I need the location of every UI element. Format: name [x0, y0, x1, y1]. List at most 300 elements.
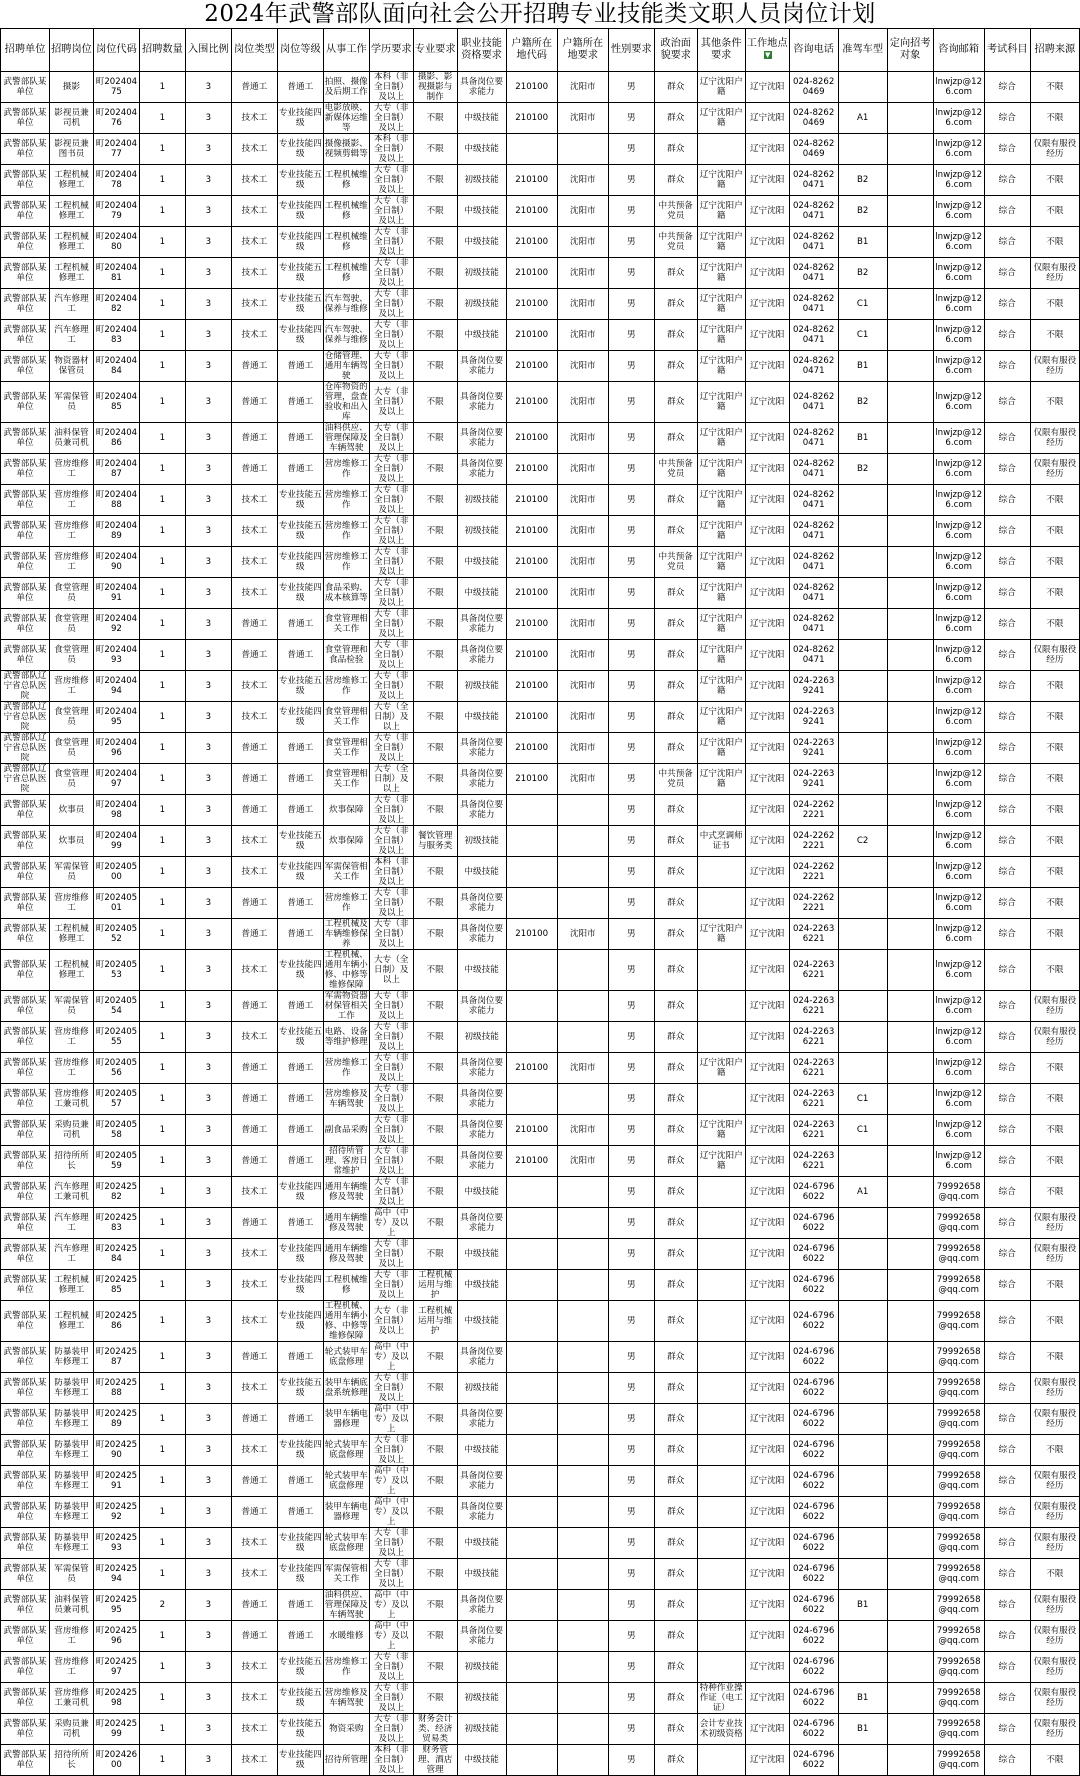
- table-cell[interactable]: 本科（非全日制）及以上: [369, 134, 413, 165]
- table-cell[interactable]: 沈阳市: [557, 1115, 608, 1146]
- table-cell[interactable]: 大专（非全日制）及以上: [369, 640, 413, 671]
- table-cell[interactable]: 仅限有服役经历: [1030, 1590, 1079, 1621]
- table-cell[interactable]: 中级技能: [457, 1559, 506, 1590]
- table-cell[interactable]: 町20240489: [93, 516, 139, 547]
- table-cell[interactable]: [697, 1528, 745, 1559]
- table-cell[interactable]: [887, 1435, 933, 1466]
- table-cell[interactable]: 辽宁沈阳: [745, 950, 789, 991]
- table-cell[interactable]: 中共预备党员: [654, 454, 697, 485]
- table-cell[interactable]: 综合: [984, 578, 1030, 609]
- table-cell[interactable]: 工程机械维修: [323, 1270, 369, 1301]
- table-cell[interactable]: 仅限有服役经历: [1030, 1239, 1079, 1270]
- table-cell[interactable]: 辽宁沈阳: [745, 1373, 789, 1404]
- column-header[interactable]: [1030, 29, 1079, 72]
- table-cell[interactable]: 沈阳市: [557, 165, 608, 196]
- table-cell[interactable]: 群众: [654, 640, 697, 671]
- table-cell[interactable]: 普通工: [231, 72, 277, 103]
- table-cell[interactable]: 技术工: [231, 1683, 277, 1714]
- table-cell[interactable]: 群众: [654, 351, 697, 382]
- table-cell[interactable]: 普通工: [231, 991, 277, 1022]
- table-cell[interactable]: 沈阳市: [557, 578, 608, 609]
- table-cell[interactable]: lnwjzp@126.com: [933, 1022, 984, 1053]
- table-cell[interactable]: 男: [608, 609, 654, 640]
- table-cell[interactable]: [697, 950, 745, 991]
- table-cell[interactable]: 综合: [984, 134, 1030, 165]
- table-cell[interactable]: 210100: [506, 1146, 557, 1177]
- table-cell[interactable]: 男: [608, 1177, 654, 1208]
- table-cell[interactable]: 男: [608, 1270, 654, 1301]
- table-cell[interactable]: 技术工: [231, 485, 277, 516]
- table-cell[interactable]: 024-67966022: [789, 1404, 838, 1435]
- table-cell[interactable]: [697, 1745, 745, 1776]
- table-cell[interactable]: 3: [185, 1342, 231, 1373]
- table-cell[interactable]: 辽宁沈阳: [745, 320, 789, 351]
- table-cell[interactable]: 男: [608, 1559, 654, 1590]
- table-cell[interactable]: lnwjzp@126.com: [933, 382, 984, 423]
- table-cell[interactable]: 综合: [984, 1084, 1030, 1115]
- table-cell[interactable]: [838, 134, 887, 165]
- table-cell[interactable]: [887, 1270, 933, 1301]
- table-cell[interactable]: 综合: [984, 1053, 1030, 1084]
- table-cell[interactable]: 辽宁沈阳户籍: [697, 103, 745, 134]
- table-cell[interactable]: 武警部队某单位: [1, 1559, 50, 1590]
- table-cell[interactable]: [887, 1652, 933, 1683]
- table-cell[interactable]: 辽宁沈阳: [745, 547, 789, 578]
- table-cell[interactable]: 中级技能: [457, 857, 506, 888]
- table-cell[interactable]: 武警部队某单位: [1, 1714, 50, 1745]
- table-cell[interactable]: [887, 196, 933, 227]
- table-cell[interactable]: 024-67966022: [789, 1270, 838, 1301]
- table-cell[interactable]: 210100: [506, 289, 557, 320]
- table-cell[interactable]: 财务管理、酒店管理: [413, 1745, 457, 1776]
- table-cell[interactable]: [887, 1714, 933, 1745]
- table-cell[interactable]: 群众: [654, 1301, 697, 1342]
- table-cell[interactable]: 群众: [654, 1683, 697, 1714]
- table-cell[interactable]: [506, 1528, 557, 1559]
- table-cell[interactable]: 汽车修理工: [50, 1208, 94, 1239]
- table-cell[interactable]: 沈阳市: [557, 1146, 608, 1177]
- table-cell[interactable]: 专业技能四级: [277, 1239, 323, 1270]
- table-cell[interactable]: [887, 1621, 933, 1652]
- table-cell[interactable]: 普通工: [277, 1590, 323, 1621]
- table-cell[interactable]: 024-22636221: [789, 950, 838, 991]
- table-cell[interactable]: 不限: [413, 485, 457, 516]
- table-cell[interactable]: [557, 1373, 608, 1404]
- table-cell[interactable]: 不限: [1030, 516, 1079, 547]
- table-cell[interactable]: 招待所所长: [50, 1745, 94, 1776]
- table-cell[interactable]: [557, 1022, 608, 1053]
- table-cell[interactable]: 群众: [654, 1022, 697, 1053]
- table-cell[interactable]: 不限: [1030, 289, 1079, 320]
- table-cell[interactable]: 营房维修工兼司机: [50, 1683, 94, 1714]
- table-cell[interactable]: 辽宁沈阳: [745, 1239, 789, 1270]
- table-cell[interactable]: C1: [838, 320, 887, 351]
- table-cell[interactable]: 技术工: [231, 857, 277, 888]
- table-cell[interactable]: [887, 1115, 933, 1146]
- table-cell[interactable]: 不限: [1030, 1053, 1079, 1084]
- table-cell[interactable]: 武警部队某单位: [1, 382, 50, 423]
- table-cell[interactable]: 营房维修工作: [323, 485, 369, 516]
- table-cell[interactable]: [506, 857, 557, 888]
- table-cell[interactable]: 1: [139, 671, 185, 702]
- table-cell[interactable]: 不限: [413, 1683, 457, 1714]
- table-cell[interactable]: lnwjzp@126.com: [933, 454, 984, 485]
- table-cell[interactable]: 1: [139, 826, 185, 857]
- table-cell[interactable]: 群众: [654, 1208, 697, 1239]
- table-cell[interactable]: 普通工: [277, 454, 323, 485]
- table-cell[interactable]: 辽宁沈阳: [745, 1559, 789, 1590]
- table-cell[interactable]: 技术工: [231, 826, 277, 857]
- table-cell[interactable]: 3: [185, 826, 231, 857]
- table-cell[interactable]: [838, 1745, 887, 1776]
- table-cell[interactable]: 中级技能: [457, 320, 506, 351]
- table-cell[interactable]: 武警部队某单位: [1, 1745, 50, 1776]
- table-cell[interactable]: [887, 289, 933, 320]
- table-cell[interactable]: 武警部队某单位: [1, 1466, 50, 1497]
- table-cell[interactable]: 1: [139, 227, 185, 258]
- table-cell[interactable]: 沈阳市: [557, 640, 608, 671]
- table-cell[interactable]: [697, 1652, 745, 1683]
- table-cell[interactable]: 3: [185, 1022, 231, 1053]
- table-cell[interactable]: 具备岗位要求能力: [457, 919, 506, 950]
- table-cell[interactable]: [887, 950, 933, 991]
- table-cell[interactable]: 普通工: [277, 1404, 323, 1435]
- table-cell[interactable]: 男: [608, 578, 654, 609]
- table-cell[interactable]: 专业技能四级: [277, 1745, 323, 1776]
- table-cell[interactable]: B1: [838, 1590, 887, 1621]
- table-cell[interactable]: 3: [185, 1404, 231, 1435]
- table-cell[interactable]: 工程机械修理工: [50, 950, 94, 991]
- table-cell[interactable]: [697, 1177, 745, 1208]
- table-cell[interactable]: 1: [139, 950, 185, 991]
- table-cell[interactable]: 沈阳市: [557, 485, 608, 516]
- table-cell[interactable]: 辽宁沈阳: [745, 1714, 789, 1745]
- table-cell[interactable]: [557, 1239, 608, 1270]
- table-cell[interactable]: 024-67966022: [789, 1301, 838, 1342]
- table-cell[interactable]: 综合: [984, 950, 1030, 991]
- table-cell[interactable]: 3: [185, 165, 231, 196]
- table-cell[interactable]: [506, 1683, 557, 1714]
- table-cell[interactable]: [887, 1177, 933, 1208]
- table-cell[interactable]: 物资采购: [323, 1714, 369, 1745]
- table-cell[interactable]: 024-22622221: [789, 795, 838, 826]
- table-cell[interactable]: 炊事保障: [323, 826, 369, 857]
- table-cell[interactable]: 3: [185, 857, 231, 888]
- table-cell[interactable]: 辽宁沈阳: [745, 196, 789, 227]
- table-cell[interactable]: 大专（非全日制）及以上: [369, 826, 413, 857]
- table-cell[interactable]: 普通工: [231, 1590, 277, 1621]
- table-cell[interactable]: 普通工: [231, 382, 277, 423]
- table-cell[interactable]: 不限: [413, 1177, 457, 1208]
- table-cell[interactable]: [838, 1022, 887, 1053]
- table-cell[interactable]: 辽宁沈阳: [745, 227, 789, 258]
- table-cell[interactable]: 024-67966022: [789, 1559, 838, 1590]
- table-cell[interactable]: 中式烹调师证书: [697, 826, 745, 857]
- table-cell[interactable]: lnwjzp@126.com: [933, 516, 984, 547]
- table-cell[interactable]: 不限: [413, 888, 457, 919]
- table-cell[interactable]: 沈阳市: [557, 764, 608, 795]
- table-cell[interactable]: 3: [185, 351, 231, 382]
- table-cell[interactable]: 79992658@qq.com: [933, 1177, 984, 1208]
- table-cell[interactable]: 024-22636221: [789, 1022, 838, 1053]
- table-cell[interactable]: 1: [139, 733, 185, 764]
- table-cell[interactable]: 普通工: [231, 1208, 277, 1239]
- table-cell[interactable]: 024-22639241: [789, 702, 838, 733]
- table-cell[interactable]: 食堂管理员: [50, 578, 94, 609]
- table-cell[interactable]: 辽宁沈阳: [745, 1022, 789, 1053]
- table-cell[interactable]: 武警部队某单位: [1, 103, 50, 134]
- table-cell[interactable]: 武警部队某单位: [1, 423, 50, 454]
- table-cell[interactable]: [557, 1745, 608, 1776]
- table-cell[interactable]: 024-22636221: [789, 1115, 838, 1146]
- table-cell[interactable]: 技术工: [231, 227, 277, 258]
- table-cell[interactable]: 辽宁沈阳: [745, 1404, 789, 1435]
- table-cell[interactable]: 1: [139, 609, 185, 640]
- table-cell[interactable]: 3: [185, 1497, 231, 1528]
- table-cell[interactable]: 1: [139, 351, 185, 382]
- table-cell[interactable]: 不限: [413, 1239, 457, 1270]
- table-cell[interactable]: [887, 454, 933, 485]
- table-cell[interactable]: 武警部队某单位: [1, 1208, 50, 1239]
- table-cell[interactable]: 男: [608, 733, 654, 764]
- table-cell[interactable]: [697, 1559, 745, 1590]
- table-cell[interactable]: 210100: [506, 547, 557, 578]
- table-cell[interactable]: 武警部队某单位: [1, 826, 50, 857]
- table-cell[interactable]: [557, 795, 608, 826]
- table-cell[interactable]: 具备岗位要求能力: [457, 640, 506, 671]
- table-cell[interactable]: 不限: [413, 578, 457, 609]
- table-cell[interactable]: 町20242588: [93, 1373, 139, 1404]
- table-cell[interactable]: 中级技能: [457, 1435, 506, 1466]
- table-cell[interactable]: 大专（非全日制）及以上: [369, 103, 413, 134]
- column-header[interactable]: [185, 29, 231, 72]
- table-cell[interactable]: 男: [608, 1301, 654, 1342]
- table-cell[interactable]: 町20242583: [93, 1208, 139, 1239]
- table-cell[interactable]: 普通工: [277, 1146, 323, 1177]
- table-cell[interactable]: 1: [139, 702, 185, 733]
- column-header[interactable]: [984, 29, 1030, 72]
- table-cell[interactable]: 群众: [654, 485, 697, 516]
- table-cell[interactable]: 1: [139, 1239, 185, 1270]
- table-cell[interactable]: 辽宁沈阳: [745, 1301, 789, 1342]
- table-cell[interactable]: lnwjzp@126.com: [933, 1084, 984, 1115]
- table-cell[interactable]: 营房维修工: [50, 547, 94, 578]
- table-cell[interactable]: lnwjzp@126.com: [933, 547, 984, 578]
- table-cell[interactable]: 79992658@qq.com: [933, 1466, 984, 1497]
- table-cell[interactable]: 工程机械修理工: [50, 919, 94, 950]
- table-cell[interactable]: 男: [608, 382, 654, 423]
- table-cell[interactable]: 水暖维修: [323, 1621, 369, 1652]
- table-cell[interactable]: 大专（非全日制）及以上: [369, 733, 413, 764]
- table-cell[interactable]: 不限: [1030, 382, 1079, 423]
- table-cell[interactable]: 男: [608, 454, 654, 485]
- table-cell[interactable]: 1: [139, 578, 185, 609]
- table-cell[interactable]: 不限: [413, 196, 457, 227]
- table-cell[interactable]: 不限: [1030, 1435, 1079, 1466]
- table-cell[interactable]: 不限: [413, 950, 457, 991]
- table-cell[interactable]: 町20240497: [93, 764, 139, 795]
- table-cell[interactable]: B1: [838, 351, 887, 382]
- table-cell[interactable]: 024-67966022: [789, 1342, 838, 1373]
- table-cell[interactable]: 大专（非全日制）及以上: [369, 1022, 413, 1053]
- table-cell[interactable]: 辽宁沈阳户籍: [697, 423, 745, 454]
- table-cell[interactable]: 武警部队某单位: [1, 289, 50, 320]
- table-cell[interactable]: 大专（非全日制）及以上: [369, 382, 413, 423]
- table-cell[interactable]: 技术工: [231, 1239, 277, 1270]
- table-cell[interactable]: 初级技能: [457, 1652, 506, 1683]
- table-cell[interactable]: 79992658@qq.com: [933, 1301, 984, 1342]
- table-cell[interactable]: 1: [139, 1022, 185, 1053]
- table-cell[interactable]: 群众: [654, 1373, 697, 1404]
- table-cell[interactable]: 男: [608, 423, 654, 454]
- table-cell[interactable]: 辽宁沈阳户籍: [697, 351, 745, 382]
- table-cell[interactable]: 综合: [984, 1714, 1030, 1745]
- table-cell[interactable]: [887, 423, 933, 454]
- table-cell[interactable]: 男: [608, 919, 654, 950]
- table-cell[interactable]: 仓储管理、通用车辆驾驶: [324, 351, 368, 381]
- table-cell[interactable]: 不限: [1030, 1084, 1079, 1115]
- table-cell[interactable]: 1: [139, 991, 185, 1022]
- table-cell[interactable]: lnwjzp@126.com: [933, 609, 984, 640]
- table-cell[interactable]: 沈阳市: [557, 547, 608, 578]
- table-cell[interactable]: [887, 351, 933, 382]
- table-cell[interactable]: [506, 1714, 557, 1745]
- table-cell[interactable]: 辽宁沈阳户籍: [697, 72, 745, 103]
- table-cell[interactable]: 综合: [984, 1559, 1030, 1590]
- table-cell[interactable]: [838, 764, 887, 795]
- table-cell[interactable]: 专业技能五级: [277, 485, 323, 516]
- table-cell[interactable]: [887, 1373, 933, 1404]
- table-cell[interactable]: 食堂管理员: [50, 609, 94, 640]
- table-cell[interactable]: 男: [608, 1146, 654, 1177]
- table-cell[interactable]: 综合: [984, 103, 1030, 134]
- table-cell[interactable]: 群众: [654, 857, 697, 888]
- table-cell[interactable]: 仅限有服役经历: [1030, 1022, 1079, 1053]
- table-cell[interactable]: 辽宁沈阳: [745, 1053, 789, 1084]
- table-cell[interactable]: 武警部队某单位: [1, 1342, 50, 1373]
- table-cell[interactable]: 町20240553: [93, 950, 139, 991]
- table-cell[interactable]: 工程机械修理工: [50, 1270, 94, 1301]
- table-cell[interactable]: lnwjzp@126.com: [933, 258, 984, 289]
- table-cell[interactable]: 不限: [413, 764, 457, 795]
- table-cell[interactable]: 辽宁沈阳: [745, 764, 789, 795]
- table-cell[interactable]: 男: [608, 258, 654, 289]
- table-cell[interactable]: 町20240493: [93, 640, 139, 671]
- table-cell[interactable]: C1: [838, 1115, 887, 1146]
- table-cell[interactable]: 町20240501: [93, 888, 139, 919]
- table-cell[interactable]: 普通工: [231, 609, 277, 640]
- table-cell[interactable]: 3: [185, 609, 231, 640]
- table-cell[interactable]: 024-67966022: [789, 1714, 838, 1745]
- table-cell[interactable]: 综合: [984, 795, 1030, 826]
- table-cell[interactable]: 专业技能五级: [277, 289, 323, 320]
- column-header[interactable]: [887, 29, 933, 72]
- table-cell[interactable]: 初级技能: [457, 1714, 506, 1745]
- table-cell[interactable]: [887, 1404, 933, 1435]
- table-cell[interactable]: 营房维修工: [50, 485, 94, 516]
- table-cell[interactable]: [697, 1497, 745, 1528]
- table-cell[interactable]: 沈阳市: [557, 258, 608, 289]
- table-cell[interactable]: 工程机械维修: [323, 227, 369, 258]
- table-cell[interactable]: 1: [139, 1435, 185, 1466]
- table-cell[interactable]: 招待所管理: [323, 1745, 369, 1776]
- table-cell[interactable]: 专业技能四级: [277, 578, 323, 609]
- table-cell[interactable]: 男: [608, 888, 654, 919]
- table-cell[interactable]: 综合: [984, 1497, 1030, 1528]
- table-cell[interactable]: 大专（非全日制）及以上: [369, 609, 413, 640]
- table-cell[interactable]: [887, 1084, 933, 1115]
- table-cell[interactable]: 024-82620471: [789, 382, 838, 423]
- table-cell[interactable]: 通用车辆维修及驾驶: [323, 1177, 369, 1208]
- table-cell[interactable]: lnwjzp@126.com: [933, 72, 984, 103]
- table-cell[interactable]: 024-82620469: [789, 134, 838, 165]
- table-cell[interactable]: 群众: [654, 289, 697, 320]
- table-cell[interactable]: 营房维修工: [50, 671, 94, 702]
- table-cell[interactable]: [887, 1590, 933, 1621]
- table-cell[interactable]: 男: [608, 991, 654, 1022]
- table-cell[interactable]: 男: [608, 227, 654, 258]
- column-header[interactable]: [745, 29, 789, 72]
- table-cell[interactable]: 仅限有服役经历: [1030, 1621, 1079, 1652]
- table-cell[interactable]: 辽宁沈阳户籍: [697, 764, 745, 795]
- table-cell[interactable]: [506, 1559, 557, 1590]
- table-cell[interactable]: [697, 1621, 745, 1652]
- table-cell[interactable]: 技术工: [231, 1373, 277, 1404]
- table-cell[interactable]: 群众: [654, 516, 697, 547]
- table-cell[interactable]: [838, 702, 887, 733]
- table-cell[interactable]: 1: [139, 1528, 185, 1559]
- table-cell[interactable]: 男: [608, 320, 654, 351]
- table-cell[interactable]: 町20240495: [93, 702, 139, 733]
- table-cell[interactable]: 具备岗位要求能力: [457, 1208, 506, 1239]
- table-cell[interactable]: 不限: [1030, 733, 1079, 764]
- table-cell[interactable]: 初级技能: [457, 1683, 506, 1714]
- table-cell[interactable]: 1: [139, 1745, 185, 1776]
- table-cell[interactable]: 男: [608, 165, 654, 196]
- table-cell[interactable]: 武警部队某单位: [1, 888, 50, 919]
- table-cell[interactable]: [887, 795, 933, 826]
- table-cell[interactable]: 210100: [506, 516, 557, 547]
- column-header[interactable]: [369, 29, 413, 72]
- table-cell[interactable]: 大专（非全日制）及以上: [369, 320, 413, 351]
- table-cell[interactable]: 综合: [984, 609, 1030, 640]
- table-cell[interactable]: lnwjzp@126.com: [933, 1146, 984, 1177]
- table-cell[interactable]: 综合: [984, 454, 1030, 485]
- table-cell[interactable]: lnwjzp@126.com: [933, 919, 984, 950]
- table-cell[interactable]: 具备岗位要求能力: [457, 72, 506, 103]
- table-cell[interactable]: 中级技能: [457, 950, 506, 991]
- table-cell[interactable]: 3: [185, 196, 231, 227]
- table-cell[interactable]: 武警部队某单位: [1, 1270, 50, 1301]
- table-cell[interactable]: 防暴装甲车修理工: [50, 1528, 94, 1559]
- table-cell[interactable]: 大专（非全日制）及以上: [369, 516, 413, 547]
- table-cell[interactable]: [838, 578, 887, 609]
- table-cell[interactable]: 不限: [413, 516, 457, 547]
- table-cell[interactable]: 024-82620471: [789, 485, 838, 516]
- table-cell[interactable]: 町20240488: [93, 485, 139, 516]
- table-cell[interactable]: 79992658@qq.com: [933, 1435, 984, 1466]
- table-cell[interactable]: 中级技能: [457, 196, 506, 227]
- table-cell[interactable]: 辽宁沈阳: [745, 702, 789, 733]
- table-cell[interactable]: 专业技能五级: [277, 516, 323, 547]
- table-cell[interactable]: [506, 134, 557, 165]
- table-cell[interactable]: 高中（中专）及以上: [369, 1590, 413, 1621]
- table-cell[interactable]: 不限: [413, 795, 457, 826]
- table-cell[interactable]: 普通工: [231, 1404, 277, 1435]
- table-cell[interactable]: 特种作业操作证（电工证）: [697, 1683, 745, 1714]
- table-cell[interactable]: 024-67966022: [789, 1745, 838, 1776]
- table-cell[interactable]: 辽宁沈阳: [745, 733, 789, 764]
